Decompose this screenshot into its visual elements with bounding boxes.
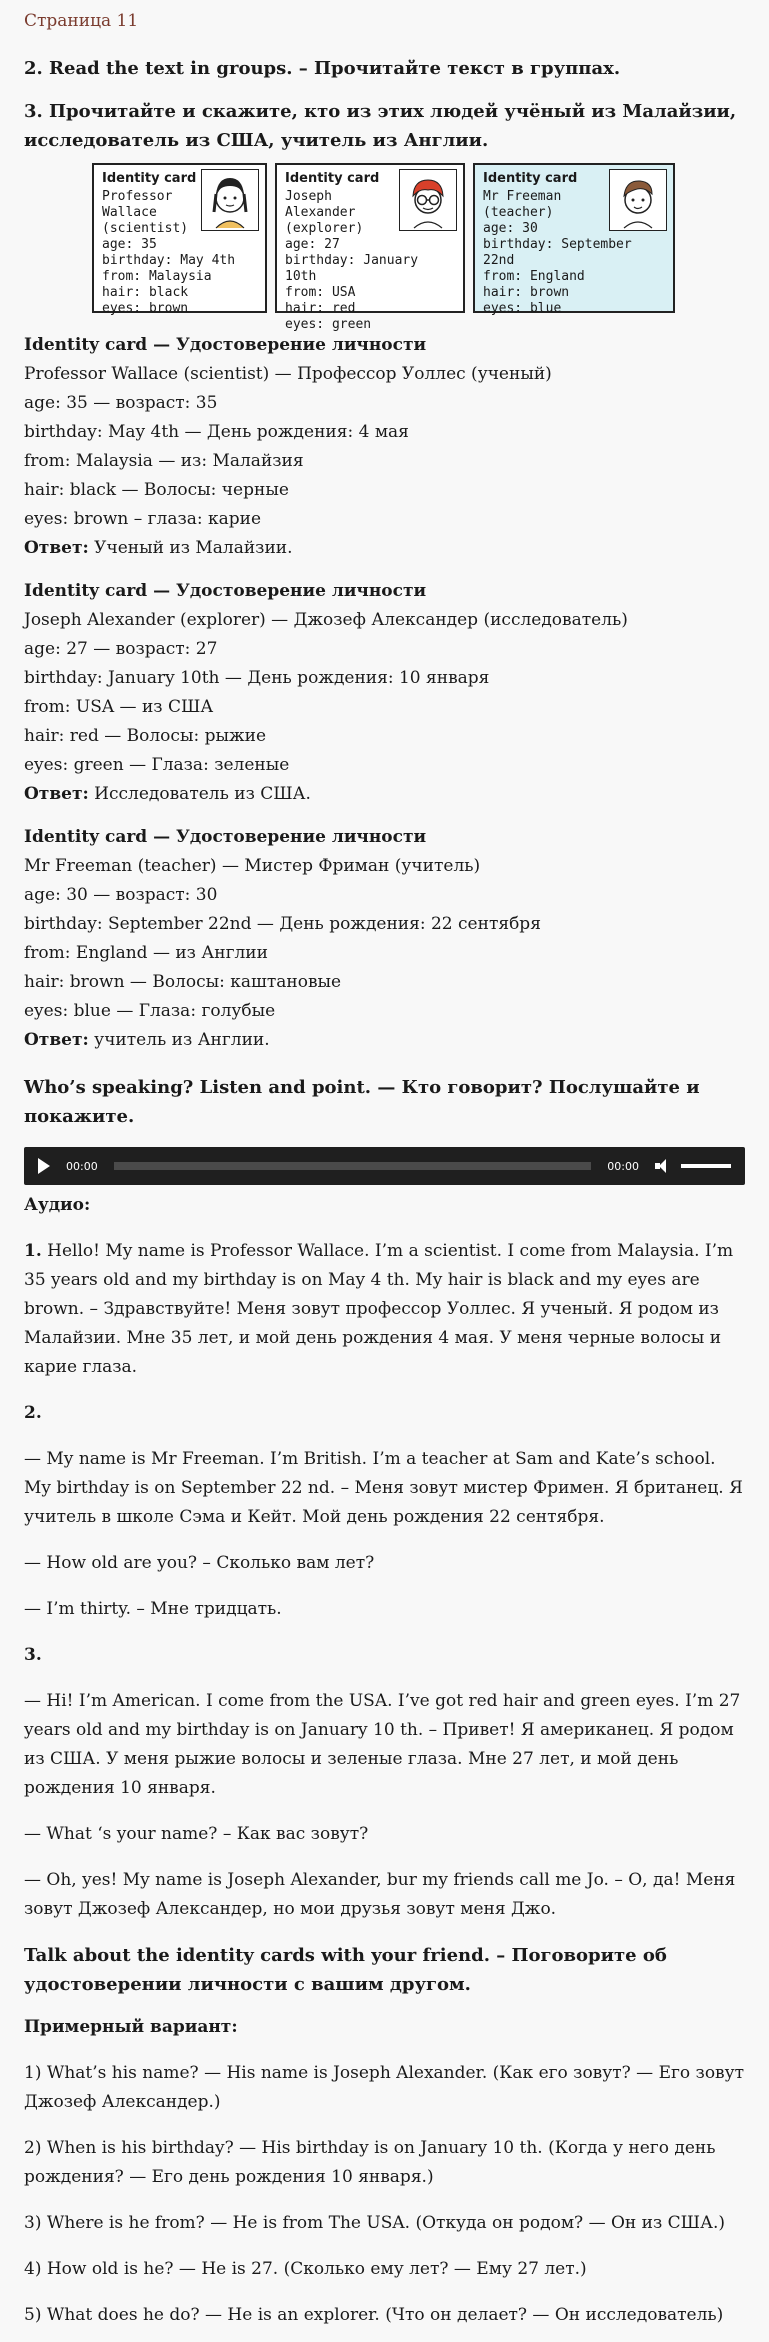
block-line: from: Malaysia — из: Малайзия (24, 451, 304, 471)
block-answer (24, 780, 745, 809)
block-line: eyes: brown – глаза: карие (24, 509, 262, 529)
identity-card-wallace (92, 163, 267, 316)
block-line: eyes: green — Глаза: зеленые (24, 755, 290, 775)
dialogue-3-line: — Oh, yes! My name is Joseph Alexander, bur my friends call me Jo. – О, да! Меня зовут Джозеф Александер, но мои друзья зовут меня Джо. (24, 1870, 736, 1919)
audio-current-time: 00:00 (66, 1159, 98, 1173)
answer-text: Исследователь из США. (88, 784, 311, 804)
card-line: (scientist) (102, 221, 189, 236)
card-title: Identity card (102, 171, 197, 186)
dialogue-3-line: — Hi! I’m American. I come from the USA. I’ve got red hair and green eyes. I’m 27 years old and my birthday is on January 10 th. – Привет! Я американец. Я родом из США. У меня рыжие волосы и зеленые глаза. Мне 27 лет, и мой день рождения 10 января. (24, 1691, 741, 1798)
block-line: age: 27 — возраст: 27 (24, 639, 218, 659)
card-line: Alexander (285, 205, 356, 220)
listen-heading: Who’s speaking? Listen and point. — Кто говорит? Послушайте и покажите. (24, 1077, 700, 1127)
card-title: Identity card (483, 171, 578, 186)
dialogue-2-line: — My name is Mr Freeman. I’m British. I’m a teacher at Sam and Kate’s school. My birthday is on September 22 nd. – Меня зовут мистер Фримен. Я британец. Я учитель в школе Сэма и Кейт. Мой день рождения 22 сентября. (24, 1449, 743, 1527)
example-item: 1) What’s his name? — His name is Joseph Alexander. (Как его зовут? — Его зовут Джозеф Александер.) (24, 2063, 745, 2112)
talk-heading: Talk about the identity cards with your friend. – Поговорите об удостоверении личности с вашим другом. (24, 1945, 667, 1995)
audio-progress-track[interactable] (114, 1162, 592, 1170)
dialogue-number-3: 3. (24, 1645, 42, 1665)
dialogue-1 (24, 1237, 745, 1382)
dialogue-3-line: — What ‘s your name? – Как вас зовут? (24, 1824, 369, 1844)
volume-slider[interactable] (681, 1164, 731, 1168)
card-line: from: USA (285, 285, 356, 300)
card-line: age: 30 (483, 221, 538, 236)
volume-icon[interactable] (655, 1159, 671, 1173)
block-answer (24, 1026, 745, 1055)
block-line: hair: red — Волосы: рыжие (24, 726, 267, 746)
block-answer (24, 534, 745, 563)
wallace-portrait-icon (201, 169, 259, 231)
block-title: Identity card — Удостоверение личности (24, 335, 427, 355)
example-label: Примерный вариант: (24, 2017, 238, 2037)
block-line: hair: brown — Волосы: каштановые (24, 972, 342, 992)
block-title: Identity card — Удостоверение личности (24, 581, 427, 601)
block-line: age: 30 — возраст: 30 (24, 885, 218, 905)
card-line: eyes: blue (483, 301, 562, 316)
card-line: age: 35 (102, 237, 157, 252)
card-line: hair: black (102, 285, 189, 300)
dialogue-number: 1. (24, 1241, 42, 1261)
card-line: (explorer) (285, 221, 364, 236)
example-item: 3) Where is he from? — He is from The USA. (Откуда он родом? — Он из США.) (24, 2213, 725, 2233)
block-line: Mr Freeman (teacher) — Мистер Фриман (учитель) (24, 856, 481, 876)
block-line: Joseph Alexander (explorer) — Джозеф Александер (исследователь) (24, 610, 628, 630)
identity-block-freeman (24, 823, 745, 1055)
card-line: hair: red (285, 301, 356, 316)
identity-cards-figure (92, 163, 745, 332)
identity-card-alexander (275, 163, 465, 332)
example-item: 4) How old is he? — He is 27. (Сколько ему лет? — Ему 27 лет.) (24, 2259, 587, 2279)
alexander-portrait-icon (399, 169, 457, 231)
task-heading-2: 2. Read the text in groups. – Прочитайте текст в группах. (24, 58, 621, 79)
dialogue-2-line: — I’m thirty. – Мне тридцать. (24, 1599, 282, 1619)
block-line: eyes: blue — Глаза: голубые (24, 1001, 276, 1021)
audio-player[interactable] (24, 1147, 745, 1185)
block-line: age: 35 — возраст: 35 (24, 393, 218, 413)
card-line: Mr Freeman (483, 189, 562, 204)
block-line: from: USA — из США (24, 697, 214, 717)
card-line: Joseph (285, 189, 332, 204)
card-line: eyes: green (285, 317, 372, 332)
block-title: Identity card — Удостоверение личности (24, 827, 427, 847)
block-line: birthday: September 22nd — День рождения: 22 сентября (24, 914, 541, 934)
page-label: Страница 11 (24, 11, 139, 31)
answer-label: Ответ: (24, 538, 89, 558)
play-icon[interactable] (38, 1158, 50, 1174)
block-line: hair: black — Волосы: черные (24, 480, 289, 500)
answer-text: Ученый из Малайзии. (88, 538, 293, 558)
audio-duration: 00:00 (607, 1159, 639, 1173)
dialogue-text: Hello! My name is Professor Wallace. I’m a scientist. I come from Malaysia. I’m 35 years old and my birthday is on May 4 th. My hair is black and my eyes are brown. – Здравствуйте! Меня зовут профессор Уоллес. Я ученый. Я родом из Малайзии. Мне 35 лет, и мой день рождения 4 мая. У меня черные волосы и карие глаза. (24, 1241, 734, 1377)
card-line: birthday: May 4th (102, 253, 236, 268)
block-line: birthday: May 4th — День рождения: 4 мая (24, 422, 409, 442)
answer-text: учитель из Англии. (88, 1030, 270, 1050)
card-line: Wallace (102, 205, 157, 220)
block-line: Professor Wallace (scientist) — Профессор Уоллес (ученый) (24, 364, 552, 384)
card-line: Professor (102, 189, 173, 204)
card-line: eyes: brown (102, 301, 189, 316)
identity-card-freeman (473, 163, 675, 316)
block-line: from: England — из Англии (24, 943, 268, 963)
card-title: Identity card (285, 171, 380, 186)
dialogue-2-line: — How old are you? – Сколько вам лет? (24, 1553, 375, 1573)
card-line: from: England (483, 269, 585, 284)
card-line: age: 27 (285, 237, 340, 252)
card-line: birthday: September 22nd (483, 237, 632, 268)
example-item: 2) When is his birthday? — His birthday is on January 10 th. (Когда у него день рождения? — Его день рождения 10 января.) (24, 2138, 716, 2187)
card-line: hair: brown (483, 285, 570, 300)
freeman-portrait-icon (609, 169, 667, 231)
card-line: from: Malaysia (102, 269, 212, 284)
identity-block-wallace (24, 331, 745, 563)
identity-block-alexander (24, 577, 745, 809)
example-item: 5) What does he do? — He is an explorer. (Что он делает? — Он исследователь) (24, 2305, 724, 2325)
answer-label: Ответ: (24, 1030, 89, 1050)
dialogue-number-2: 2. (24, 1403, 42, 1423)
block-line: birthday: January 10th — День рождения: 10 января (24, 668, 490, 688)
answer-label: Ответ: (24, 784, 89, 804)
task-heading-3: 3. Прочитайте и скажите, кто из этих людей учёный из Малайзии, исследователь из США, учитель из Англии. (24, 101, 737, 151)
card-line: birthday: January 10th (285, 253, 419, 284)
card-line: (teacher) (483, 205, 554, 220)
audio-label: Аудио: (24, 1195, 91, 1215)
